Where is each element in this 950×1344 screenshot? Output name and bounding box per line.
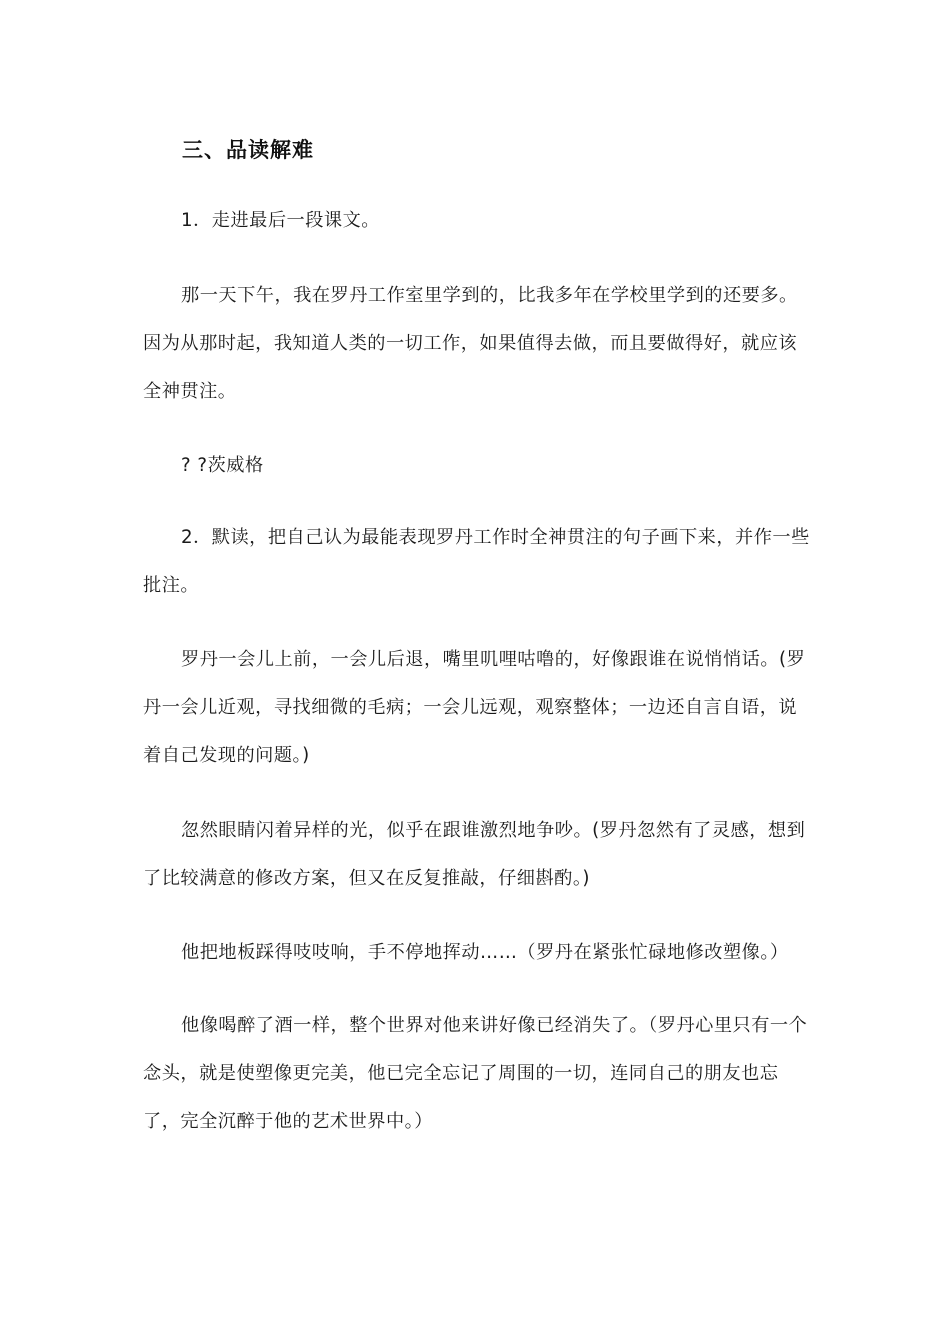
quote-author: ? ?茨威格 [181, 455, 264, 476]
annotation-paragraph-4: 他像喝醉了酒一样，整个世界对他来讲好像已经消失了。（罗丹心里只有一个念头，就是使塑像更完美，他已完全忘记了周围的一切，连同自己的朋友也忘了，完全沉醉于他的艺术世界中。） [143, 1015, 808, 1132]
section-heading: 三、品读解难 [182, 138, 314, 162]
annotation-paragraph-3: 他把地板踩得吱吱响，手不停地挥动……（罗丹在紧张忙碌地修改塑像。） [181, 942, 789, 963]
quote-paragraph: 那一天下午，我在罗丹工作室里学到的，比我多年在学校里学到的还要多。因为从那时起，我知道人类的一切工作，如果值得去做，而且要做得好，就应该全神贯注。 [143, 285, 798, 402]
step-2-instruction: 2．默读，把自己认为最能表现罗丹工作时全神贯注的句子画下来，并作一些批注。 [143, 527, 810, 596]
annotation-paragraph-2: 忽然眼睛闪着异样的光，似乎在跟谁激烈地争吵。(罗丹忽然有了灵感，想到了比较满意的修改方案，但又在反复推敲，仔细斟酌。) [143, 820, 806, 889]
annotation-paragraph-1: 罗丹一会儿上前，一会儿后退，嘴里叽哩咕噜的，好像跟谁在说悄悄话。(罗丹一会儿近观，寻找细微的毛病；一会儿远观，观察整体；一边还自言自语，说着自己发现的问题。) [143, 649, 806, 766]
step-1-instruction: 1．走进最后一段课文。 [181, 210, 380, 231]
